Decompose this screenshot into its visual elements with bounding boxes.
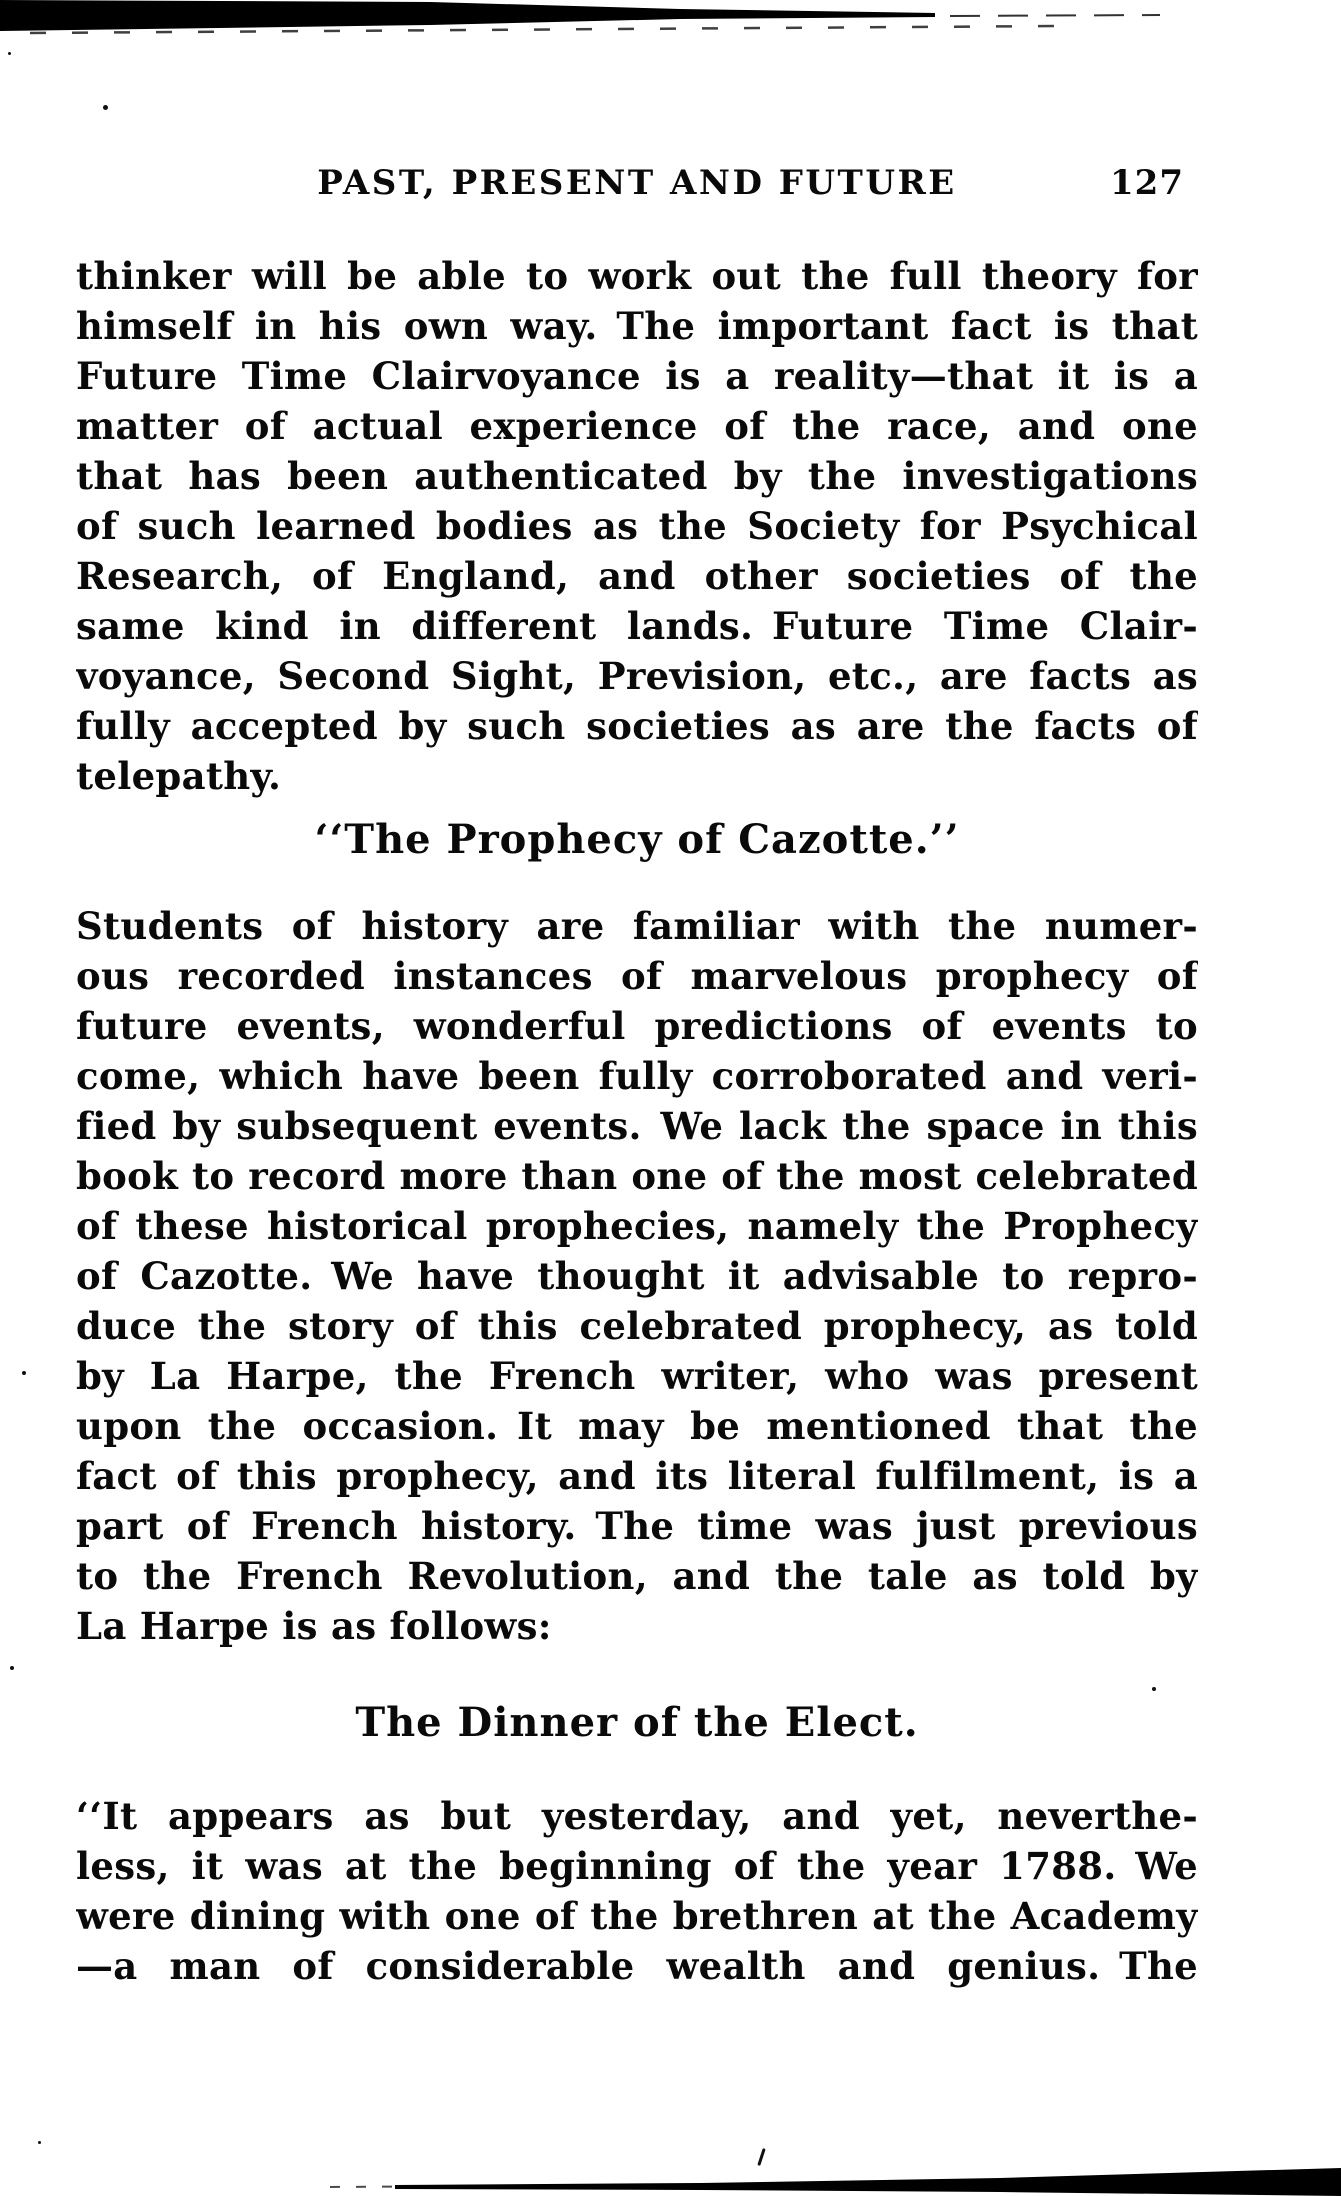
text-line: Research, of England, and other societies of the (76, 554, 1198, 598)
text-line: upon the occasion. It may be mentioned that the (76, 1404, 1198, 1448)
text-line: fied by subsequent events. We lack the space in this (76, 1104, 1198, 1148)
ink-speck (103, 105, 108, 110)
ink-smudge-bottom-icon (0, 2152, 1341, 2196)
text-line: future events, wonderful predictions of events to (76, 1004, 1198, 1048)
ink-speck (38, 2141, 41, 2144)
section-heading-prophecy-of-cazotte: ‘‘The Prophecy of Cazotte.’’ (314, 816, 960, 863)
text-line: thinker will be able to work out the full theory for (76, 254, 1198, 298)
text-line: Future Time Clairvoyance is a reality—that it is a (76, 354, 1198, 398)
text-line: to the French Revolution, and the tale as told by (76, 1554, 1198, 1598)
text-line: same kind in different lands. Future Time Clair- (76, 604, 1198, 648)
text-line: fully accepted by such societies as are the facts of (76, 704, 1198, 748)
text-line: fact of this prophecy, and its literal fulfilment, is a (76, 1454, 1198, 1498)
text-line: of these historical prophecies, namely the Prophecy (76, 1204, 1198, 1248)
ink-speck (10, 1666, 14, 1670)
text-line: —a man of considerable wealth and genius. The (76, 1944, 1198, 1988)
ink-speck (1152, 1687, 1156, 1691)
text-line: himself in his own way. The important fact is that (76, 304, 1198, 348)
paragraph-clairvoyance (76, 251, 1198, 801)
page-number: 127 (1110, 163, 1184, 203)
text-line: that has been authenticated by the investigations (76, 454, 1198, 498)
text-line: Students of history are familiar with the numer- (76, 904, 1198, 948)
page-title: PAST, PRESENT AND FUTURE (317, 163, 957, 203)
text-line: ous recorded instances of marvelous prophecy of (76, 954, 1198, 998)
paragraph-students-of-history (76, 901, 1198, 1651)
text-line: by La Harpe, the French writer, who was present (76, 1354, 1198, 1398)
text-line: part of French history. The time was just previous (76, 1504, 1198, 1548)
text-line: ‘‘It appears as but yesterday, and yet, neverthe- (76, 1794, 1198, 1838)
text-line: voyance, Second Sight, Prevision, etc., are facts as (76, 654, 1198, 698)
text-line: come, which have been fully corroborated and veri- (76, 1054, 1198, 1098)
text-line: book to record more than one of the most celebrated (76, 1154, 1198, 1198)
ink-speck (22, 1371, 26, 1375)
ink-speck (8, 52, 11, 55)
running-header (76, 163, 1198, 211)
text-line: matter of actual experience of the race, and one (76, 404, 1198, 448)
text-line: La Harpe is as follows: (76, 1604, 552, 1648)
text-line: telepathy. (76, 754, 282, 798)
text-line: less, it was at the beginning of the year 1788. We (76, 1844, 1198, 1888)
text-line: of Cazotte. We have thought it advisable to repro- (76, 1254, 1198, 1298)
text-line: were dining with one of the brethren at the Academy (76, 1894, 1198, 1938)
paragraph-it-appears (76, 1791, 1198, 1991)
text-line: duce the story of this celebrated prophecy, as told (76, 1304, 1198, 1348)
ink-smudge-top-icon (0, 0, 1341, 44)
section-heading-dinner-of-the-elect: The Dinner of the Elect. (355, 1699, 919, 1746)
text-line: of such learned bodies as the Society for Psychical (76, 504, 1198, 548)
